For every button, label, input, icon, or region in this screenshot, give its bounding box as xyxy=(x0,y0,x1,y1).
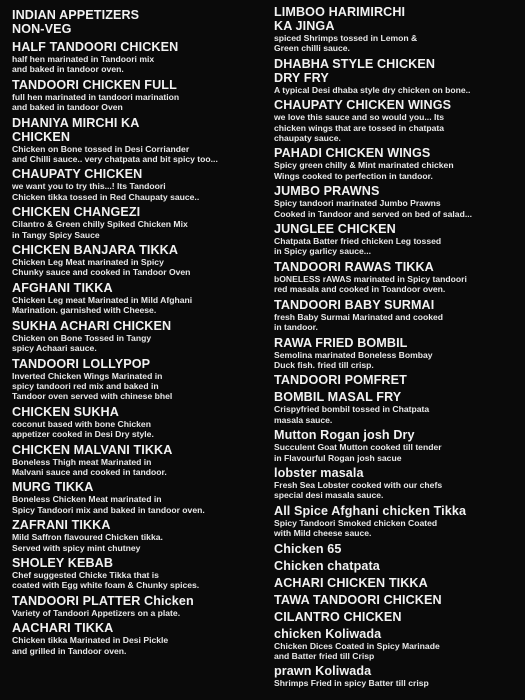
right-column xyxy=(274,5,520,692)
menu-item xyxy=(274,260,520,295)
menu-item-name: CHICKEN SUKHA xyxy=(12,404,119,419)
menu-item-name: AACHARI TIKKA xyxy=(12,621,114,636)
menu-item xyxy=(274,222,520,257)
menu-item xyxy=(12,518,270,553)
menu-item-description: full hen marinated in tandoori marination and baked in tandoor Oven xyxy=(12,91,180,113)
menu-item-name: All Spice Afghani chicken Tikka xyxy=(274,503,467,518)
menu-item xyxy=(274,664,520,688)
menu-item-description: we want you to try this...! Its Tandoori Chicken tikka tossed in Red Chaupaty sauce.. xyxy=(12,181,200,202)
menu-item-description: Cilantro & Green chilly Spiked Chicken Mix in Tangy Spicy Sauce xyxy=(12,219,188,240)
menu-item xyxy=(274,610,520,624)
left-column xyxy=(12,8,270,659)
menu-item-description: Chicken Leg Meat marinated in Spicy Chunky sauce and cooked in Tandoor Oven xyxy=(12,257,191,278)
menu-item-name: CHAUPATY CHICKEN WINGS xyxy=(274,98,452,113)
menu-item xyxy=(274,627,520,662)
menu-item-name: DHANIYA MIRCHI KA CHICKEN xyxy=(12,115,140,144)
menu-item xyxy=(12,443,270,478)
menu-item xyxy=(274,5,520,54)
menu-item-description: Chicken tikka Marinated in Desi Pickle and grilled in Tandoor oven. xyxy=(12,635,169,656)
menu-item-name: TANDOORI CHICKEN FULL xyxy=(12,77,177,92)
menu-item-name: LIMBOO HARIMIRCHI KA JINGA xyxy=(274,5,406,33)
menu-item-description: Inverted Chicken Wings Marinated in spicy tandoori red mix and baked in Tandoor oven served with chinese bhel xyxy=(12,370,173,402)
menu-item-description: half hen marinated in Tandoori mix and baked in tandoor oven. xyxy=(12,54,155,75)
menu-item xyxy=(12,167,270,202)
menu-item-description: bONELESS rAWAS marinated in Spicy tandoori red masala and cooked in Toandoor oven. xyxy=(274,273,467,295)
menu-item-description: Spicy tandoori marinated Jumbo Prawns Cooked in Tandoor and served on bed of salad... xyxy=(274,198,472,219)
menu-item-name: CHICKEN BANJARA TIKKA xyxy=(12,243,179,258)
menu-item-description: Fresh Sea Lobster cooked with our chefs special desi masala sauce. xyxy=(274,479,443,501)
menu-item xyxy=(12,594,270,618)
menu-item-name: TANDOORI POMFRET xyxy=(274,373,407,388)
menu-item-description: coconut based with bone Chicken appetizer cooked in Desi Dry style. xyxy=(12,418,154,440)
menu-item xyxy=(12,621,270,656)
menu-item-name: chicken Koliwada xyxy=(274,626,382,641)
menu-item-name: AFGHANI TIKKA xyxy=(12,280,113,295)
menu-item-description: Chicken on Bone Tossed in Tangy spicy Achaari sauce. xyxy=(12,332,152,354)
menu-item-name: RAWA FRIED BOMBIL xyxy=(274,335,408,350)
menu-item xyxy=(274,373,520,387)
menu-heading: INDIAN APPETIZERS NON-VEG xyxy=(12,8,140,36)
menu-item-name: SUKHA ACHARI CHICKEN xyxy=(12,318,172,333)
menu-item xyxy=(274,428,520,463)
menu-item xyxy=(274,57,520,95)
menu-item-name: ZAFRANI TIKKA xyxy=(12,518,111,533)
menu-item xyxy=(274,390,520,425)
menu-item xyxy=(12,40,270,75)
menu-item xyxy=(12,243,270,278)
menu-item xyxy=(12,205,270,240)
menu-item-name: JUNGLEE CHICKEN xyxy=(274,222,396,237)
menu-item-description: Chicken on Bone tossed in Desi Corriander and Chilli sauce.. very chatpata and bit spicy too... xyxy=(12,143,218,165)
menu-item-description: Chatpata Batter fried chicken Leg tossed in Spicy garlicy sauce... xyxy=(274,236,442,257)
menu-item xyxy=(274,298,520,333)
menu-item-name: PAHADI CHICKEN WINGS xyxy=(274,146,431,161)
menu-item-description: spiced Shrimps tossed in Lemon & Green chilli sauce. xyxy=(274,33,418,54)
menu-item xyxy=(12,116,270,165)
menu-item-description: Spicy green chilly & Mint marinated chicken Wings cooked to perfection in tandoor. xyxy=(274,160,454,181)
menu-item xyxy=(12,480,270,515)
menu-item xyxy=(12,78,270,113)
menu-item-name: ACHARI CHICKEN TIKKA xyxy=(274,575,428,590)
menu-item-name: TANDOORI BABY SURMAI xyxy=(274,297,435,312)
menu-item xyxy=(12,319,270,354)
menu-item-name: CHICKEN CHANGEZI xyxy=(12,205,141,220)
menu-item-description: Crispyfried bombil tossed in Chatpata masala sauce. xyxy=(274,404,430,425)
menu-item-description: fresh Baby Surmai Marinated and cooked in tandoor. xyxy=(274,311,444,333)
menu-item-name: Chicken 65 xyxy=(274,541,342,556)
menu-item-name: CHAUPATY CHICKEN xyxy=(12,167,143,182)
menu-item-name: lobster masala xyxy=(274,465,364,480)
menu-item-name: CILANTRO CHICKEN xyxy=(274,609,402,624)
menu-item xyxy=(274,559,520,573)
menu-item xyxy=(274,466,520,501)
menu-item xyxy=(274,593,520,607)
menu-item-name: TANDOORI LOLLYPOP xyxy=(12,356,151,371)
menu-item-name: TAWA TANDOORI CHICKEN xyxy=(274,592,442,607)
left-item-list xyxy=(12,40,270,656)
menu-item xyxy=(274,98,520,143)
menu-item-name: JUMBO PRAWNS xyxy=(274,184,380,199)
menu-item xyxy=(12,357,270,402)
menu-item-name: HALF TANDOORI CHICKEN xyxy=(12,40,179,54)
menu-item-description: Semolina marinated Boneless Bombay Duck fish. fried till crisp. xyxy=(274,349,433,370)
menu-item-description: A typical Desi dhaba style dry chicken on bone.. xyxy=(274,84,471,95)
menu-item-name: TANDOORI RAWAS TIKKA xyxy=(274,259,434,274)
menu-item-name: Mutton Rogan josh Dry xyxy=(274,428,415,443)
menu-item-name: CHICKEN MALVANI TIKKA xyxy=(12,442,173,457)
menu-item-description: Variety of Tandoori Appetizers on a plate. xyxy=(12,607,181,618)
menu-item-name: MURG TIKKA xyxy=(12,480,94,495)
menu-item-description: Shrimps Fried in spicy Batter till crisp xyxy=(274,678,429,689)
menu-item-description: Spicy Tandoori Smoked chicken Coated with Mild cheese sauce. xyxy=(274,517,438,539)
menu-item-description: Succulent Goat Mutton cooked till tender in Flavourful Rogan josh sacue xyxy=(274,442,442,463)
menu-item-name: TANDOORI PLATTER Chicken xyxy=(12,593,194,608)
right-item-list xyxy=(274,5,520,689)
menu-item xyxy=(274,504,520,539)
menu-item xyxy=(12,281,270,316)
menu-item xyxy=(274,576,520,590)
menu-item xyxy=(274,146,520,181)
menu-item-description: Mild Saffron flavoured Chicken tikka. Served with spicy mint chutney xyxy=(12,532,163,553)
menu-item-description: Chicken Leg meat Marinated in Mild Afghani Marination. garnished with Cheese. xyxy=(12,294,193,316)
menu-item-name: BOMBIL MASAL FRY xyxy=(274,390,402,405)
menu-item-name: Chicken chatpata xyxy=(274,558,380,573)
menu-item-description: Boneless Thigh meat Marinated in Malvani sauce and cooked in tandoor. xyxy=(12,456,167,477)
menu-item-name: SHOLEY KEBAB xyxy=(12,555,114,570)
menu-item xyxy=(274,336,520,371)
menu-item-name: DHABHA STYLE CHICKEN DRY FRY xyxy=(274,56,436,85)
menu-item xyxy=(12,556,270,591)
menu-item-description: Chicken Dices Coated in Spicy Marinade and Batter fried till Crisp xyxy=(274,640,440,661)
menu-item-description: Boneless Chicken Meat marinated in Spicy Tandoori mix and baked in tandoor oven. xyxy=(12,494,205,515)
menu-item-name: prawn Koliwada xyxy=(274,664,372,679)
menu-item xyxy=(12,405,270,440)
menu-item-description: we love this sauce and so would you... Its chicken wings that are tossed in chatpata chaupaty sauce. xyxy=(274,112,445,144)
menu-item xyxy=(274,184,520,219)
menu-item xyxy=(274,542,520,556)
menu-item-description: Chef suggested Chicke Tikka that is coated with Egg white foam & Chunky spices. xyxy=(12,569,200,591)
